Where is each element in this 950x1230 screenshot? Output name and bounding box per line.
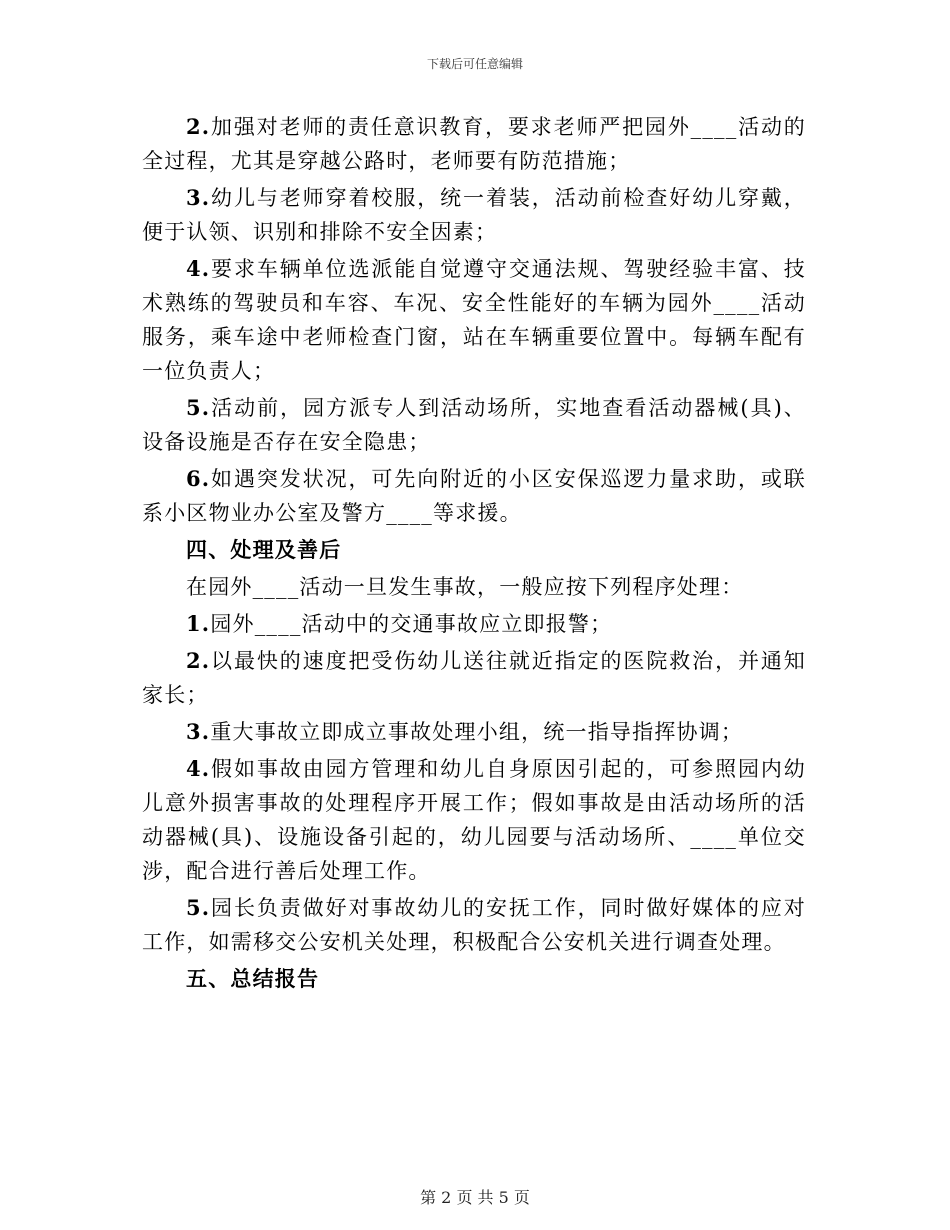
paragraph-step-5 — [142, 891, 806, 959]
item-number: 3. — [186, 185, 211, 210]
paragraph-step-3 — [142, 715, 806, 749]
section-heading-5: 五、总结报告 — [186, 966, 320, 991]
item-number: 2. — [186, 648, 211, 673]
item-number: 5. — [186, 395, 211, 420]
document-body — [142, 110, 806, 999]
item-number: 5. — [186, 895, 211, 920]
paragraph-text: 园外____活动中的交通事故应立即报警； — [210, 612, 613, 636]
paragraph-text: 要求车辆单位选派能自觉遵守交通法规、驾驶经验丰富、技术熟练的驾驶员和车容、车况、安全性能好的车辆为园外____活动服务，乘车途中老师检查门窗，站在车辆重要位置中。每辆车配有一位负责人； — [142, 257, 806, 383]
paragraph-item-6 — [142, 462, 806, 530]
section-intro: 在园外____活动一旦发生事故，一般应按下列程序处理： — [186, 575, 744, 599]
paragraph-text: 假如事故由园方管理和幼儿自身原因引起的，可参照园内幼儿意外损害事故的处理程序开展工作；假如事故是由活动场所的活动器械(具)、设施设备引起的，幼儿园要与活动场所、____单位交涉，配合进行善后处理工作。 — [142, 757, 806, 883]
paragraph-text: 加强对老师的责任意识教育，要求老师严把园外____活动的全过程，尤其是穿越公路时，老师要有防范措施； — [142, 115, 806, 173]
paragraph-text: 如遇突发状况，可先向附近的小区安保巡逻力量求助，或联系小区物业办公室及警方____等求援。 — [142, 467, 806, 525]
paragraph-item-5 — [142, 391, 806, 459]
section-heading-4: 四、处理及善后 — [186, 537, 342, 562]
paragraph-text: 幼儿与老师穿着校服，统一着装，活动前检查好幼儿穿戴，便于认领、识别和排除不安全因素； — [142, 186, 806, 244]
item-number: 4. — [186, 756, 211, 781]
item-number: 2. — [186, 114, 211, 139]
paragraph-step-4 — [142, 752, 806, 888]
item-number: 6. — [186, 466, 211, 491]
paragraph-text: 以最快的速度把受伤幼儿送往就近指定的医院救治，并通知家长； — [142, 649, 806, 707]
page-footer: 第 2 页 共 5 页 — [420, 1188, 530, 1207]
paragraph-step-2 — [142, 644, 806, 712]
paragraph-text: 活动前，园方派专人到活动场所，实地查看活动器械(具)、设备设施是否存在安全隐患； — [142, 396, 806, 454]
item-number: 3. — [186, 719, 211, 744]
paragraph-item-3 — [142, 181, 806, 249]
paragraph-text: 重大事故立即成立事故处理小组，统一指导指挥协调； — [210, 720, 744, 744]
paragraph-item-4 — [142, 252, 806, 388]
paragraph-item-2 — [142, 110, 806, 178]
item-number: 1. — [186, 611, 211, 636]
item-number: 4. — [186, 256, 211, 281]
page-header: 下载后可任意编辑 — [426, 57, 523, 71]
paragraph-step-1 — [142, 607, 806, 641]
paragraph-text: 园长负责做好对事故幼儿的安抚工作，同时做好媒体的应对工作，如需移交公安机关处理，积极配合公安机关进行调查处理。 — [142, 896, 806, 954]
